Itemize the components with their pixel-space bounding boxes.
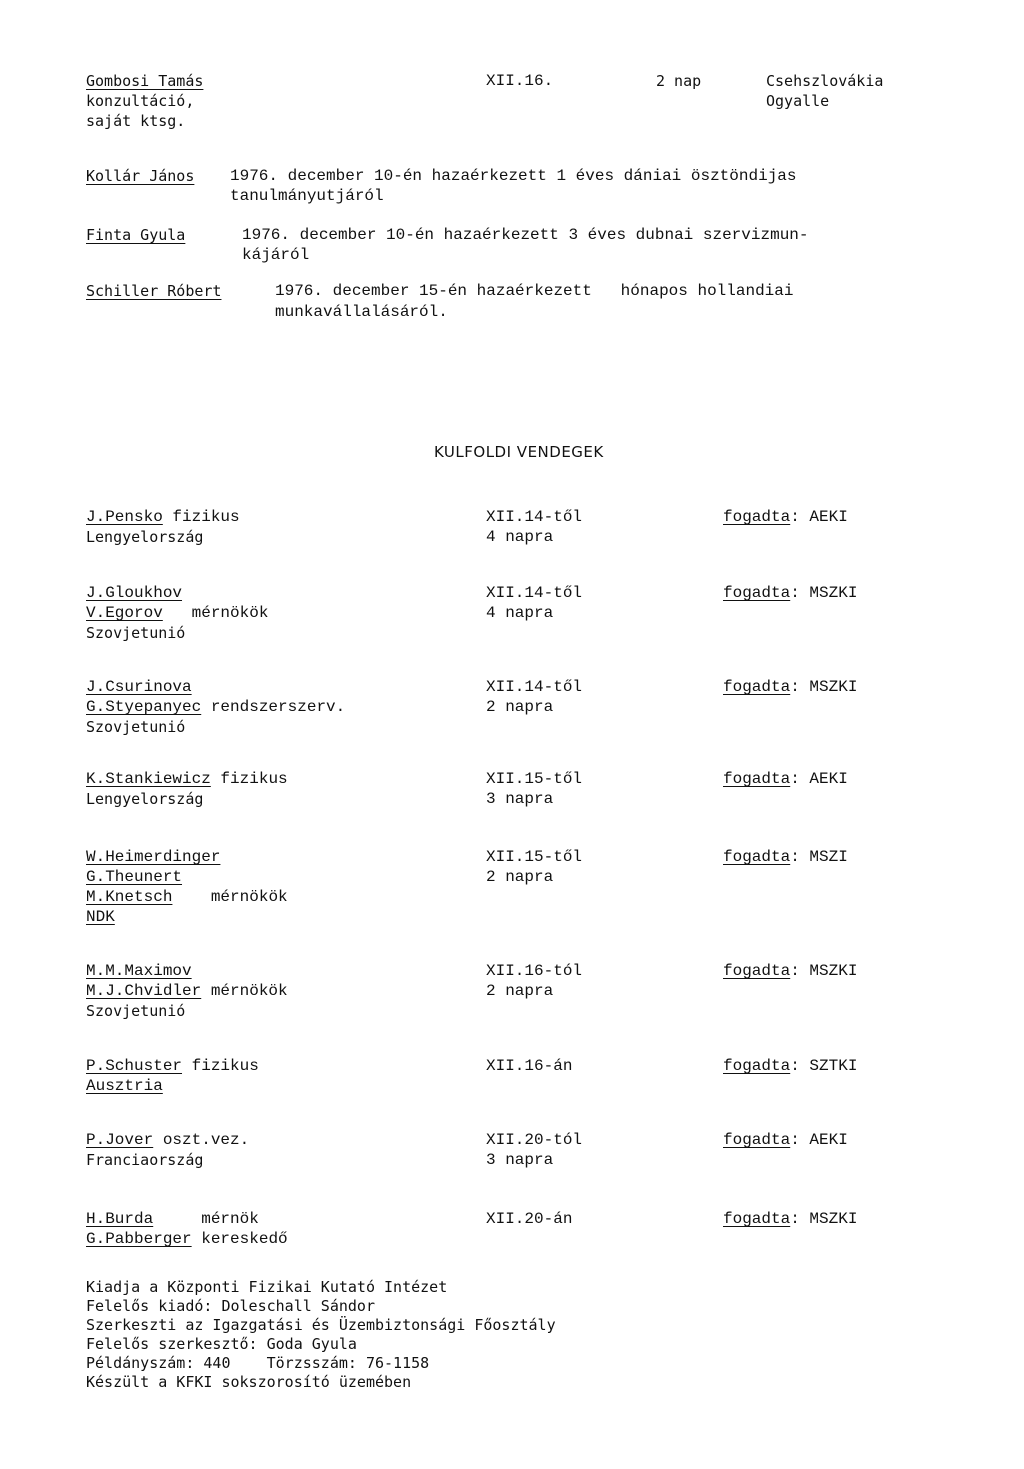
host-institute: MSZKI <box>809 1210 858 1228</box>
visit-host <box>723 1210 857 1229</box>
host-separator: : <box>790 1210 810 1228</box>
visit-date: XII.14-től <box>486 678 583 696</box>
visit-duration: 4 napra <box>486 604 554 622</box>
report-text-line: kájáról <box>242 246 310 264</box>
host-separator: : <box>790 1057 810 1075</box>
host-separator: : <box>790 1131 810 1149</box>
visitor-detail: mérnökök <box>201 982 288 1000</box>
host-separator: : <box>790 508 810 526</box>
visit-host <box>723 584 857 603</box>
visitor-line <box>86 1230 288 1249</box>
visitor-name: M.Knetsch <box>86 888 173 906</box>
visit-date: XII.16-án <box>486 1057 573 1075</box>
host-label: fogadta <box>723 770 791 788</box>
host-label: fogadta <box>723 1210 791 1228</box>
visit-date: XII.15-től <box>486 770 583 788</box>
visitor-detail: Lengyelország <box>86 790 204 808</box>
section-title: KULFOLDI VENDEGEK <box>434 443 604 461</box>
visitor-detail: Szovjetunió <box>86 718 186 736</box>
host-institute: SZTKI <box>809 1057 858 1075</box>
visit-host <box>723 848 848 867</box>
visitor-line <box>86 1057 259 1076</box>
host-institute: MSZKI <box>809 678 858 696</box>
visitor-detail: mérnökök <box>172 888 288 906</box>
visitor-name: G.Styepanyec <box>86 698 202 716</box>
visitor-line <box>86 584 182 603</box>
visit-date: XII.20-án <box>486 1210 573 1228</box>
visitor-name: NDK <box>86 908 115 926</box>
visitor-line <box>86 1002 185 1022</box>
trip-purpose: konzultáció, <box>86 92 195 110</box>
colophon-line: Szerkeszti az Igazgatási és Üzembiztonsági Főosztály <box>86 1316 556 1334</box>
visitor-name: P.Jover <box>86 1131 154 1149</box>
colophon-line: Kiadja a Központi Fizikai Kutató Intézet <box>86 1278 448 1296</box>
report-name: Kollár János <box>86 167 195 185</box>
host-separator: : <box>790 848 810 866</box>
visitor-detail: fizikus <box>210 770 288 788</box>
visitor-detail: fizikus <box>182 1057 259 1075</box>
visitor-name: W.Heimerdinger <box>86 848 221 866</box>
host-label: fogadta <box>723 962 791 980</box>
host-label: fogadta <box>723 678 791 696</box>
visitor-line <box>86 698 345 717</box>
report-name: Finta Gyula <box>86 226 186 244</box>
host-label: fogadta <box>723 1057 791 1075</box>
report-text-line: munkavállalásáról. <box>275 303 448 321</box>
visitor-detail: mérnök <box>153 1210 259 1228</box>
visitor-name: H.Burda <box>86 1210 154 1228</box>
visit-duration: 2 napra <box>486 868 554 886</box>
visit-duration: 3 napra <box>486 1151 554 1169</box>
report-text-line: tanulmányutjáról <box>230 187 384 205</box>
visit-host <box>723 508 848 527</box>
visitor-line <box>86 1077 163 1096</box>
visit-duration: 2 napra <box>486 698 554 716</box>
host-label: fogadta <box>723 1131 791 1149</box>
host-label: fogadta <box>723 584 791 602</box>
visit-host <box>723 1057 857 1076</box>
colophon-line: Példányszám: 440 Törzsszám: 76-1158 <box>86 1354 430 1372</box>
visit-date: XII.20-tól <box>486 1131 583 1149</box>
visitor-line <box>86 678 192 697</box>
visit-duration: 3 napra <box>486 790 554 808</box>
trip-date: XII.16. <box>486 72 554 90</box>
visit-date: XII.14-től <box>486 584 583 602</box>
host-institute: MSZKI <box>809 962 858 980</box>
visitor-line <box>86 848 220 867</box>
visitor-name: K.Stankiewicz <box>86 770 211 788</box>
report-text-line: 1976. december 10-én hazaérkezett 3 éves dubnai szervizmun- <box>242 226 809 244</box>
visitor-name: J.Pensko <box>86 508 163 526</box>
visitor-line <box>86 1210 259 1229</box>
visit-date: XII.16-tól <box>486 962 583 980</box>
host-label: fogadta <box>723 848 791 866</box>
report-name: Schiller Róbert <box>86 282 222 300</box>
report-text-line: 1976. december 15-én hazaérkezett hónapos hollandiai <box>275 282 794 300</box>
report-text-line: 1976. december 10-én hazaérkezett 1 éves dániai ösztöndijas <box>230 167 797 185</box>
visit-duration: 2 napra <box>486 982 554 1000</box>
visitor-line <box>86 508 240 527</box>
host-separator: : <box>790 678 810 696</box>
visitor-line <box>86 868 182 887</box>
trip-city: Ogyalle <box>766 92 830 110</box>
visitor-detail: Szovjetunió <box>86 624 186 642</box>
host-institute: MSZKI <box>809 584 858 602</box>
visitor-detail: Szovjetunió <box>86 1002 186 1020</box>
host-institute: MSZI <box>809 848 848 866</box>
colophon-line: Készült a KFKI sokszorosító üzemében <box>86 1373 412 1391</box>
visitor-detail: oszt.vez. <box>153 1131 250 1149</box>
visit-host <box>723 1131 848 1150</box>
host-label: fogadta <box>723 508 791 526</box>
visitor-detail: Franciaország <box>86 1151 204 1169</box>
host-separator: : <box>790 584 810 602</box>
visitor-line <box>86 1131 249 1150</box>
visitor-name: G.Theunert <box>86 868 183 886</box>
visitor-name: J.Csurinova <box>86 678 192 696</box>
visitor-name: G.Pabberger <box>86 1230 192 1248</box>
visitor-line <box>86 718 185 738</box>
visitor-line <box>86 962 192 981</box>
visitor-line <box>86 528 203 548</box>
colophon-line: Felelős szerkesztő: Goda Gyula <box>86 1335 357 1353</box>
trip-duration: 2 nap <box>656 72 702 90</box>
trip-funding: saját ktsg. <box>86 112 186 130</box>
trip-name: Gombosi Tamás <box>86 72 204 90</box>
visitor-name: V.Egorov <box>86 604 163 622</box>
host-institute: AEKI <box>809 770 848 788</box>
visitor-name: P.Schuster <box>86 1057 183 1075</box>
visit-host <box>723 678 857 697</box>
host-institute: AEKI <box>809 508 848 526</box>
visitor-line <box>86 770 288 789</box>
visitor-detail: fizikus <box>162 508 240 526</box>
host-institute: AEKI <box>809 1131 848 1149</box>
visitor-name: M.M.Maximov <box>86 962 192 980</box>
host-separator: : <box>790 962 810 980</box>
visitor-name: Ausztria <box>86 1077 163 1095</box>
visit-date: XII.15-től <box>486 848 583 866</box>
visitor-line <box>86 790 203 810</box>
visit-host <box>723 770 848 789</box>
visitor-line <box>86 982 288 1001</box>
visitor-detail: kereskedő <box>191 1230 288 1248</box>
visitor-detail: Lengyelország <box>86 528 204 546</box>
visitor-name: J.Gloukhov <box>86 584 183 602</box>
visitor-detail: mérnökök <box>162 604 269 622</box>
visit-host <box>723 962 857 981</box>
visitor-line <box>86 604 268 623</box>
visitor-line <box>86 888 288 907</box>
visitor-detail: rendszerszerv. <box>201 698 346 716</box>
colophon-line: Felelős kiadó: Doleschall Sándor <box>86 1297 375 1315</box>
trip-country: Csehszlovákia <box>766 72 884 90</box>
visitor-name: M.J.Chvidler <box>86 982 202 1000</box>
visitor-line <box>86 1151 203 1171</box>
visitor-line <box>86 624 185 644</box>
visitor-line <box>86 908 115 927</box>
host-separator: : <box>790 770 810 788</box>
visit-duration: 4 napra <box>486 528 554 546</box>
visit-date: XII.14-től <box>486 508 583 526</box>
